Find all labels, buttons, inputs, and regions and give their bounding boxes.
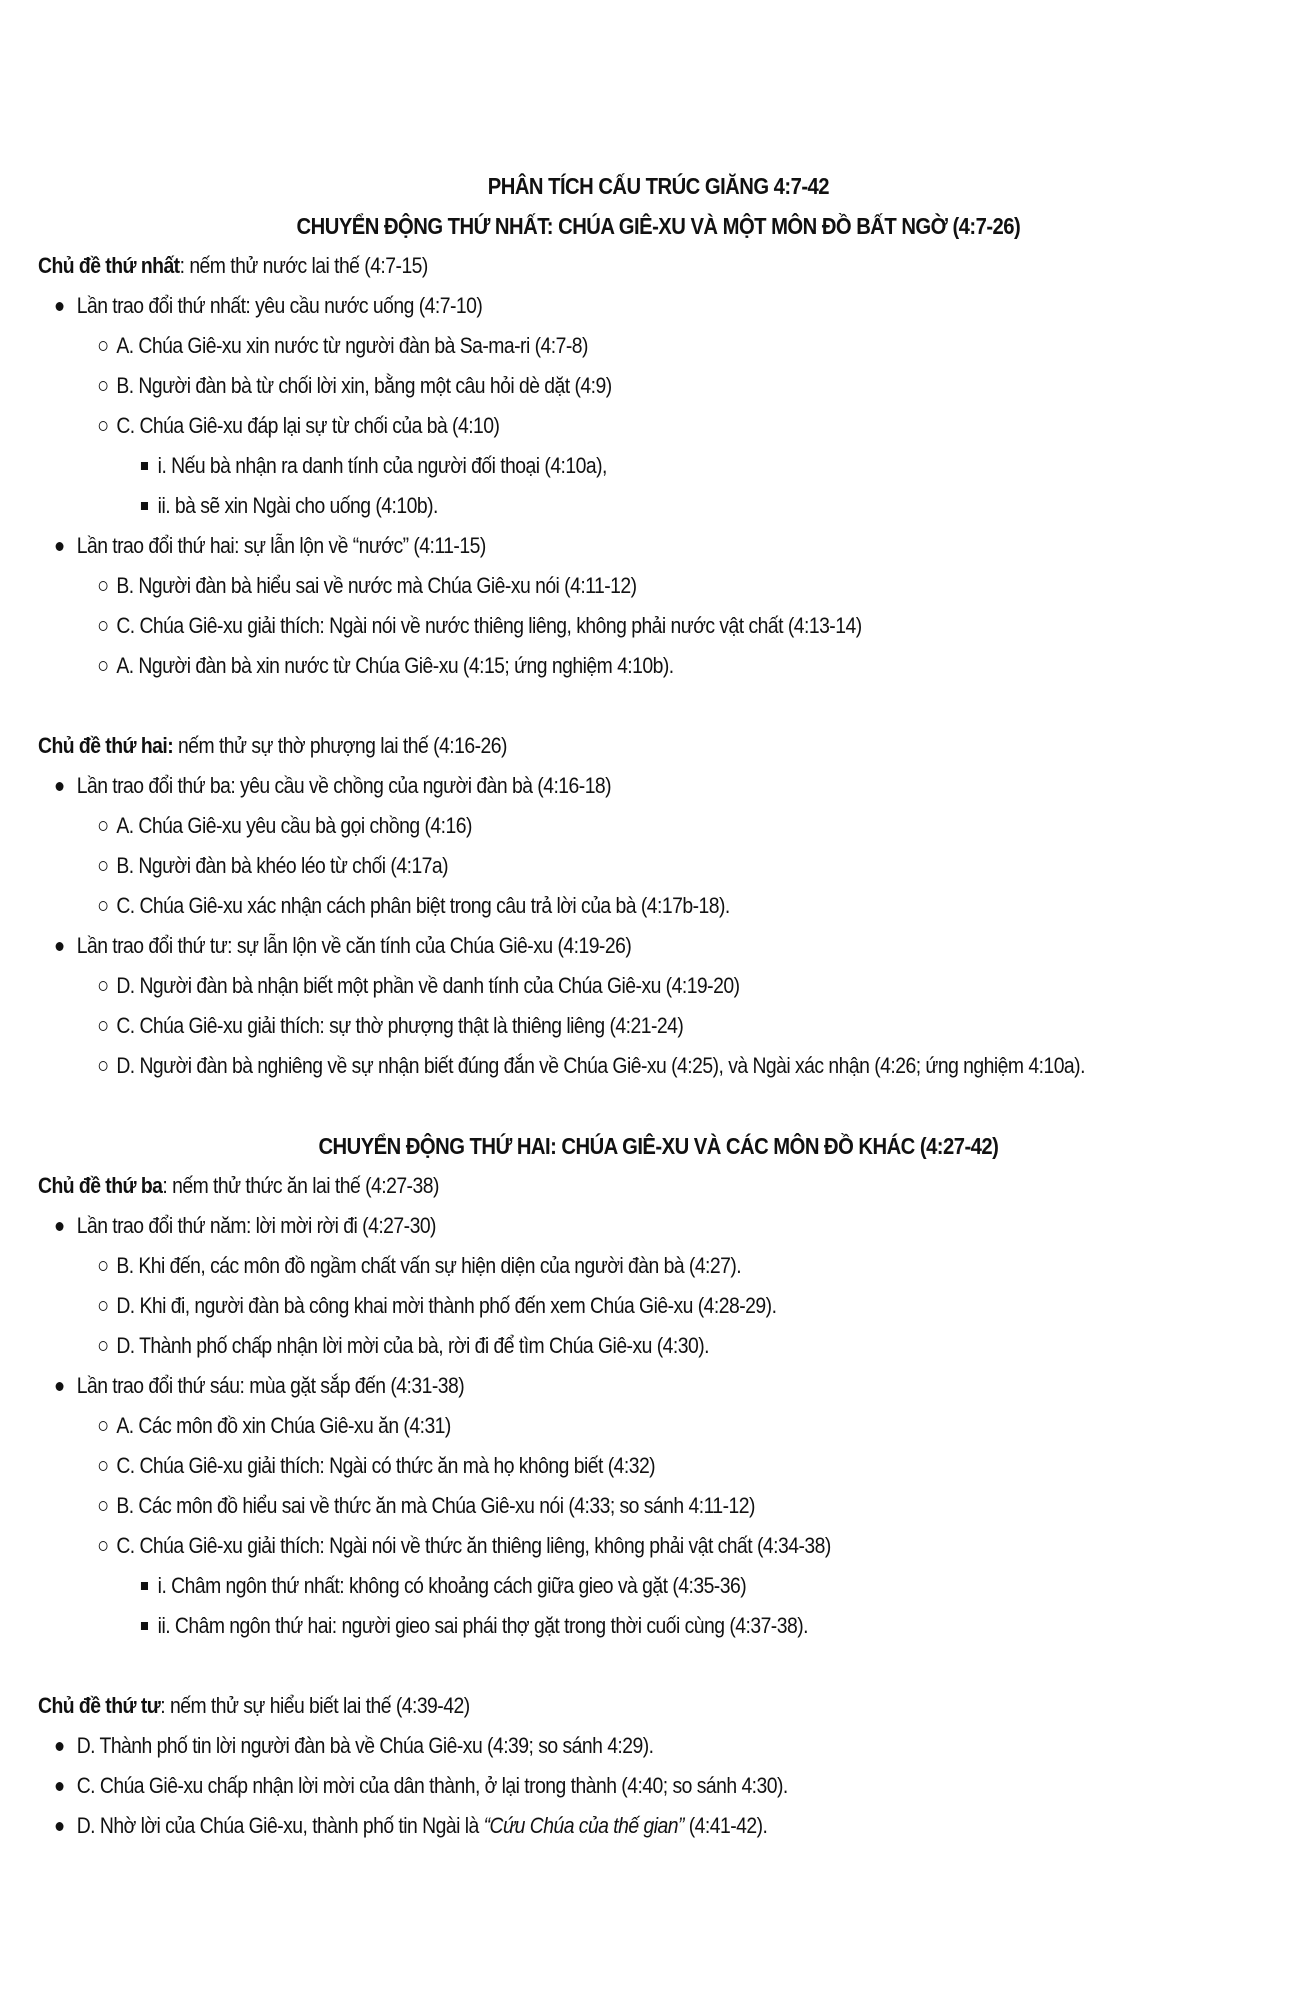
item-text: C. Chúa Giê-xu xác nhận cách phân biệt trong câu trả lời của bà (4:17b-18). [116, 893, 730, 918]
square-bullet-icon [141, 1622, 148, 1630]
circle-bullet-icon [99, 1061, 108, 1071]
item-text: C. Chúa Giê-xu giải thích: Ngài có thức ăn mà họ không biết (4:32) [116, 1453, 656, 1478]
item-text: i. Nếu bà nhận ra danh tính của người đối thoại (4:10a), [157, 453, 607, 478]
list-item [38, 286, 1129, 326]
list-item [38, 1806, 1129, 1846]
list-item [38, 1766, 1129, 1806]
item-text: C. Chúa Giê-xu chấp nhận lời mời của dân thành, ở lại trong thành (4:40; so sánh 4:30). [76, 1773, 788, 1798]
list-item [38, 1286, 1129, 1326]
outline-document [38, 166, 1129, 1846]
spacer [38, 686, 1129, 726]
item-text: C. Chúa Giê-xu đáp lại sự từ chối của bà (4:10) [116, 413, 500, 438]
circle-bullet-icon [99, 821, 108, 831]
movement-2-heading: CHUYỂN ĐỘNG THỨ HAI: CHÚA GIÊ-XU VÀ CÁC MÔN ĐỒ KHÁC (4:27-42) [318, 1133, 999, 1159]
theme-3 [38, 1166, 1129, 1206]
item-text: B. Người đàn bà hiểu sai về nước mà Chúa Giê-xu nói (4:11-12) [116, 573, 637, 598]
item-text: C. Chúa Giê-xu giải thích: sự thờ phượng thật là thiêng liêng (4:21-24) [116, 1013, 684, 1038]
item-text: B. Các môn đồ hiểu sai về thức ăn mà Chúa Giê-xu nói (4:33; so sánh 4:11-12) [116, 1493, 755, 1518]
theme-3-label: Chủ đề thứ ba [38, 1173, 163, 1198]
theme-3-text: : nếm thử thức ăn lai thế (4:27-38) [162, 1173, 439, 1198]
item-text: (4:41-42). [683, 1813, 768, 1838]
item-text: B. Người đàn bà khéo léo từ chối (4:17a) [116, 853, 449, 878]
exchange-2: Lần trao đổi thứ hai: sự lẫn lộn về “nước” (4:11-15) [76, 533, 486, 558]
list-item [38, 1246, 1129, 1286]
square-bullet-icon [141, 502, 148, 510]
circle-bullet-icon [99, 381, 108, 391]
circle-bullet-icon [99, 1541, 108, 1551]
item-text: D. Người đàn bà nghiêng về sự nhận biết đúng đắn về Chúa Giê-xu (4:25), và Ngài xác nhận (4:26; ứng nghiệm 4:10a). [116, 1053, 1085, 1078]
circle-bullet-icon [99, 1341, 108, 1351]
item-text: B. Người đàn bà từ chối lời xin, bằng một câu hỏi dè dặt (4:9) [116, 373, 612, 398]
item-text: C. Chúa Giê-xu giải thích: Ngài nói về thức ăn thiêng liêng, không phải vật chất (4:34-38) [116, 1533, 831, 1558]
spacer [38, 1086, 1129, 1126]
list-item [38, 966, 1129, 1006]
theme-4-text: : nếm thử sự hiểu biết lai thế (4:39-42) [160, 1693, 470, 1718]
list-item [38, 606, 1129, 646]
movement-1-heading: CHUYỂN ĐỘNG THỨ NHẤT: CHÚA GIÊ-XU VÀ MỘT MÔN ĐỒ BẤT NGỜ (4:7-26) [296, 213, 1021, 239]
circle-bullet-icon [99, 421, 108, 431]
list-item [38, 1606, 1129, 1646]
list-item [38, 646, 1129, 686]
list-item [38, 1526, 1129, 1566]
list-item [38, 1206, 1129, 1246]
disc-bullet-icon [56, 1382, 64, 1391]
item-text: A. Chúa Giê-xu xin nước từ người đàn bà Sa-ma-ri (4:7-8) [116, 333, 588, 358]
theme-1 [38, 246, 1129, 286]
disc-bullet-icon [56, 1742, 64, 1751]
disc-bullet-icon [56, 1222, 64, 1231]
list-item [38, 566, 1129, 606]
list-item [38, 1326, 1129, 1366]
list-item [38, 766, 1129, 806]
circle-bullet-icon [99, 1301, 108, 1311]
item-text: i. Châm ngôn thứ nhất: không có khoảng cách giữa gieo và gặt (4:35-36) [157, 1573, 747, 1598]
exchange-5: Lần trao đổi thứ năm: lời mời rời đi (4:27-30) [76, 1213, 436, 1238]
disc-bullet-icon [56, 1782, 64, 1791]
circle-bullet-icon [99, 1261, 108, 1271]
item-text: D. Khi đi, người đàn bà công khai mời thành phố đến xem Chúa Giê-xu (4:28-29). [116, 1293, 777, 1318]
circle-bullet-icon [99, 1021, 108, 1031]
theme-2-label: Chủ đề thứ hai: [38, 733, 174, 758]
item-text: ii. bà sẽ xin Ngài cho uống (4:10b). [157, 493, 438, 518]
disc-bullet-icon [56, 302, 64, 311]
list-item [38, 406, 1129, 446]
item-text: A. Chúa Giê-xu yêu cầu bà gọi chồng (4:16) [116, 813, 472, 838]
circle-bullet-icon [99, 621, 108, 631]
list-item [38, 1006, 1129, 1046]
disc-bullet-icon [56, 542, 64, 551]
exchange-4: Lần trao đổi thứ tư: sự lẫn lộn về căn tính của Chúa Giê-xu (4:19-26) [76, 933, 632, 958]
theme-1-label: Chủ đề thứ nhất [38, 253, 180, 278]
circle-bullet-icon [99, 581, 108, 591]
item-text: D. Thành phố chấp nhận lời mời của bà, rời đi để tìm Chúa Giê-xu (4:30). [116, 1333, 709, 1358]
item-text: ii. Châm ngôn thứ hai: người gieo sai phái thợ gặt trong thời cuối cùng (4:37-38). [157, 1613, 808, 1638]
disc-bullet-icon [56, 782, 64, 791]
circle-bullet-icon [99, 1421, 108, 1431]
theme-2 [38, 726, 1129, 766]
item-text: D. Thành phố tin lời người đàn bà về Chúa Giê-xu (4:39; so sánh 4:29). [76, 1733, 654, 1758]
list-item [38, 1446, 1129, 1486]
exchange-6: Lần trao đổi thứ sáu: mùa gặt sắp đến (4:31-38) [76, 1373, 465, 1398]
theme-2-text: nếm thử sự thờ phượng lai thế (4:16-26) [173, 733, 507, 758]
list-item [38, 326, 1129, 366]
item-quote: “Cứu Chúa của thế gian” [483, 1813, 684, 1838]
item-text: C. Chúa Giê-xu giải thích: Ngài nói về nước thiêng liêng, không phải nước vật chất (4:13-14) [116, 613, 862, 638]
spacer [38, 1646, 1129, 1686]
circle-bullet-icon [99, 661, 108, 671]
theme-4-label: Chủ đề thứ tư [38, 1693, 161, 1718]
document-title: PHÂN TÍCH CẤU TRÚC GIĂNG 4:7-42 [487, 173, 830, 199]
item-text: B. Khi đến, các môn đồ ngầm chất vấn sự hiện diện của người đàn bà (4:27). [116, 1253, 742, 1278]
list-item [38, 1726, 1129, 1766]
list-item [38, 1566, 1129, 1606]
disc-bullet-icon [56, 942, 64, 951]
list-item [38, 526, 1129, 566]
exchange-3: Lần trao đổi thứ ba: yêu cầu về chồng của người đàn bà (4:16-18) [76, 773, 612, 798]
circle-bullet-icon [99, 981, 108, 991]
list-item [38, 1366, 1129, 1406]
list-item [38, 366, 1129, 406]
list-item [38, 806, 1129, 846]
circle-bullet-icon [99, 901, 108, 911]
item-text: D. Nhờ lời của Chúa Giê-xu, thành phố tin Ngài là [76, 1813, 484, 1838]
list-item [38, 1406, 1129, 1446]
circle-bullet-icon [99, 341, 108, 351]
item-text: A. Các môn đồ xin Chúa Giê-xu ăn (4:31) [116, 1413, 451, 1438]
list-item [38, 1046, 1129, 1086]
list-item [38, 886, 1129, 926]
item-text: D. Người đàn bà nhận biết một phần về danh tính của Chúa Giê-xu (4:19-20) [116, 973, 740, 998]
list-item [38, 1486, 1129, 1526]
disc-bullet-icon [56, 1822, 64, 1831]
item-text: A. Người đàn bà xin nước từ Chúa Giê-xu (4:15; ứng nghiệm 4:10b). [116, 653, 674, 678]
list-item [38, 486, 1129, 526]
theme-1-text: : nếm thử nước lai thế (4:7-15) [179, 253, 428, 278]
circle-bullet-icon [99, 1461, 108, 1471]
square-bullet-icon [141, 462, 148, 470]
list-item [38, 846, 1129, 886]
theme-4 [38, 1686, 1129, 1726]
list-item [38, 446, 1129, 486]
square-bullet-icon [141, 1582, 148, 1590]
circle-bullet-icon [99, 861, 108, 871]
circle-bullet-icon [99, 1501, 108, 1511]
list-item [38, 926, 1129, 966]
exchange-1: Lần trao đổi thứ nhất: yêu cầu nước uống (4:7-10) [76, 293, 483, 318]
